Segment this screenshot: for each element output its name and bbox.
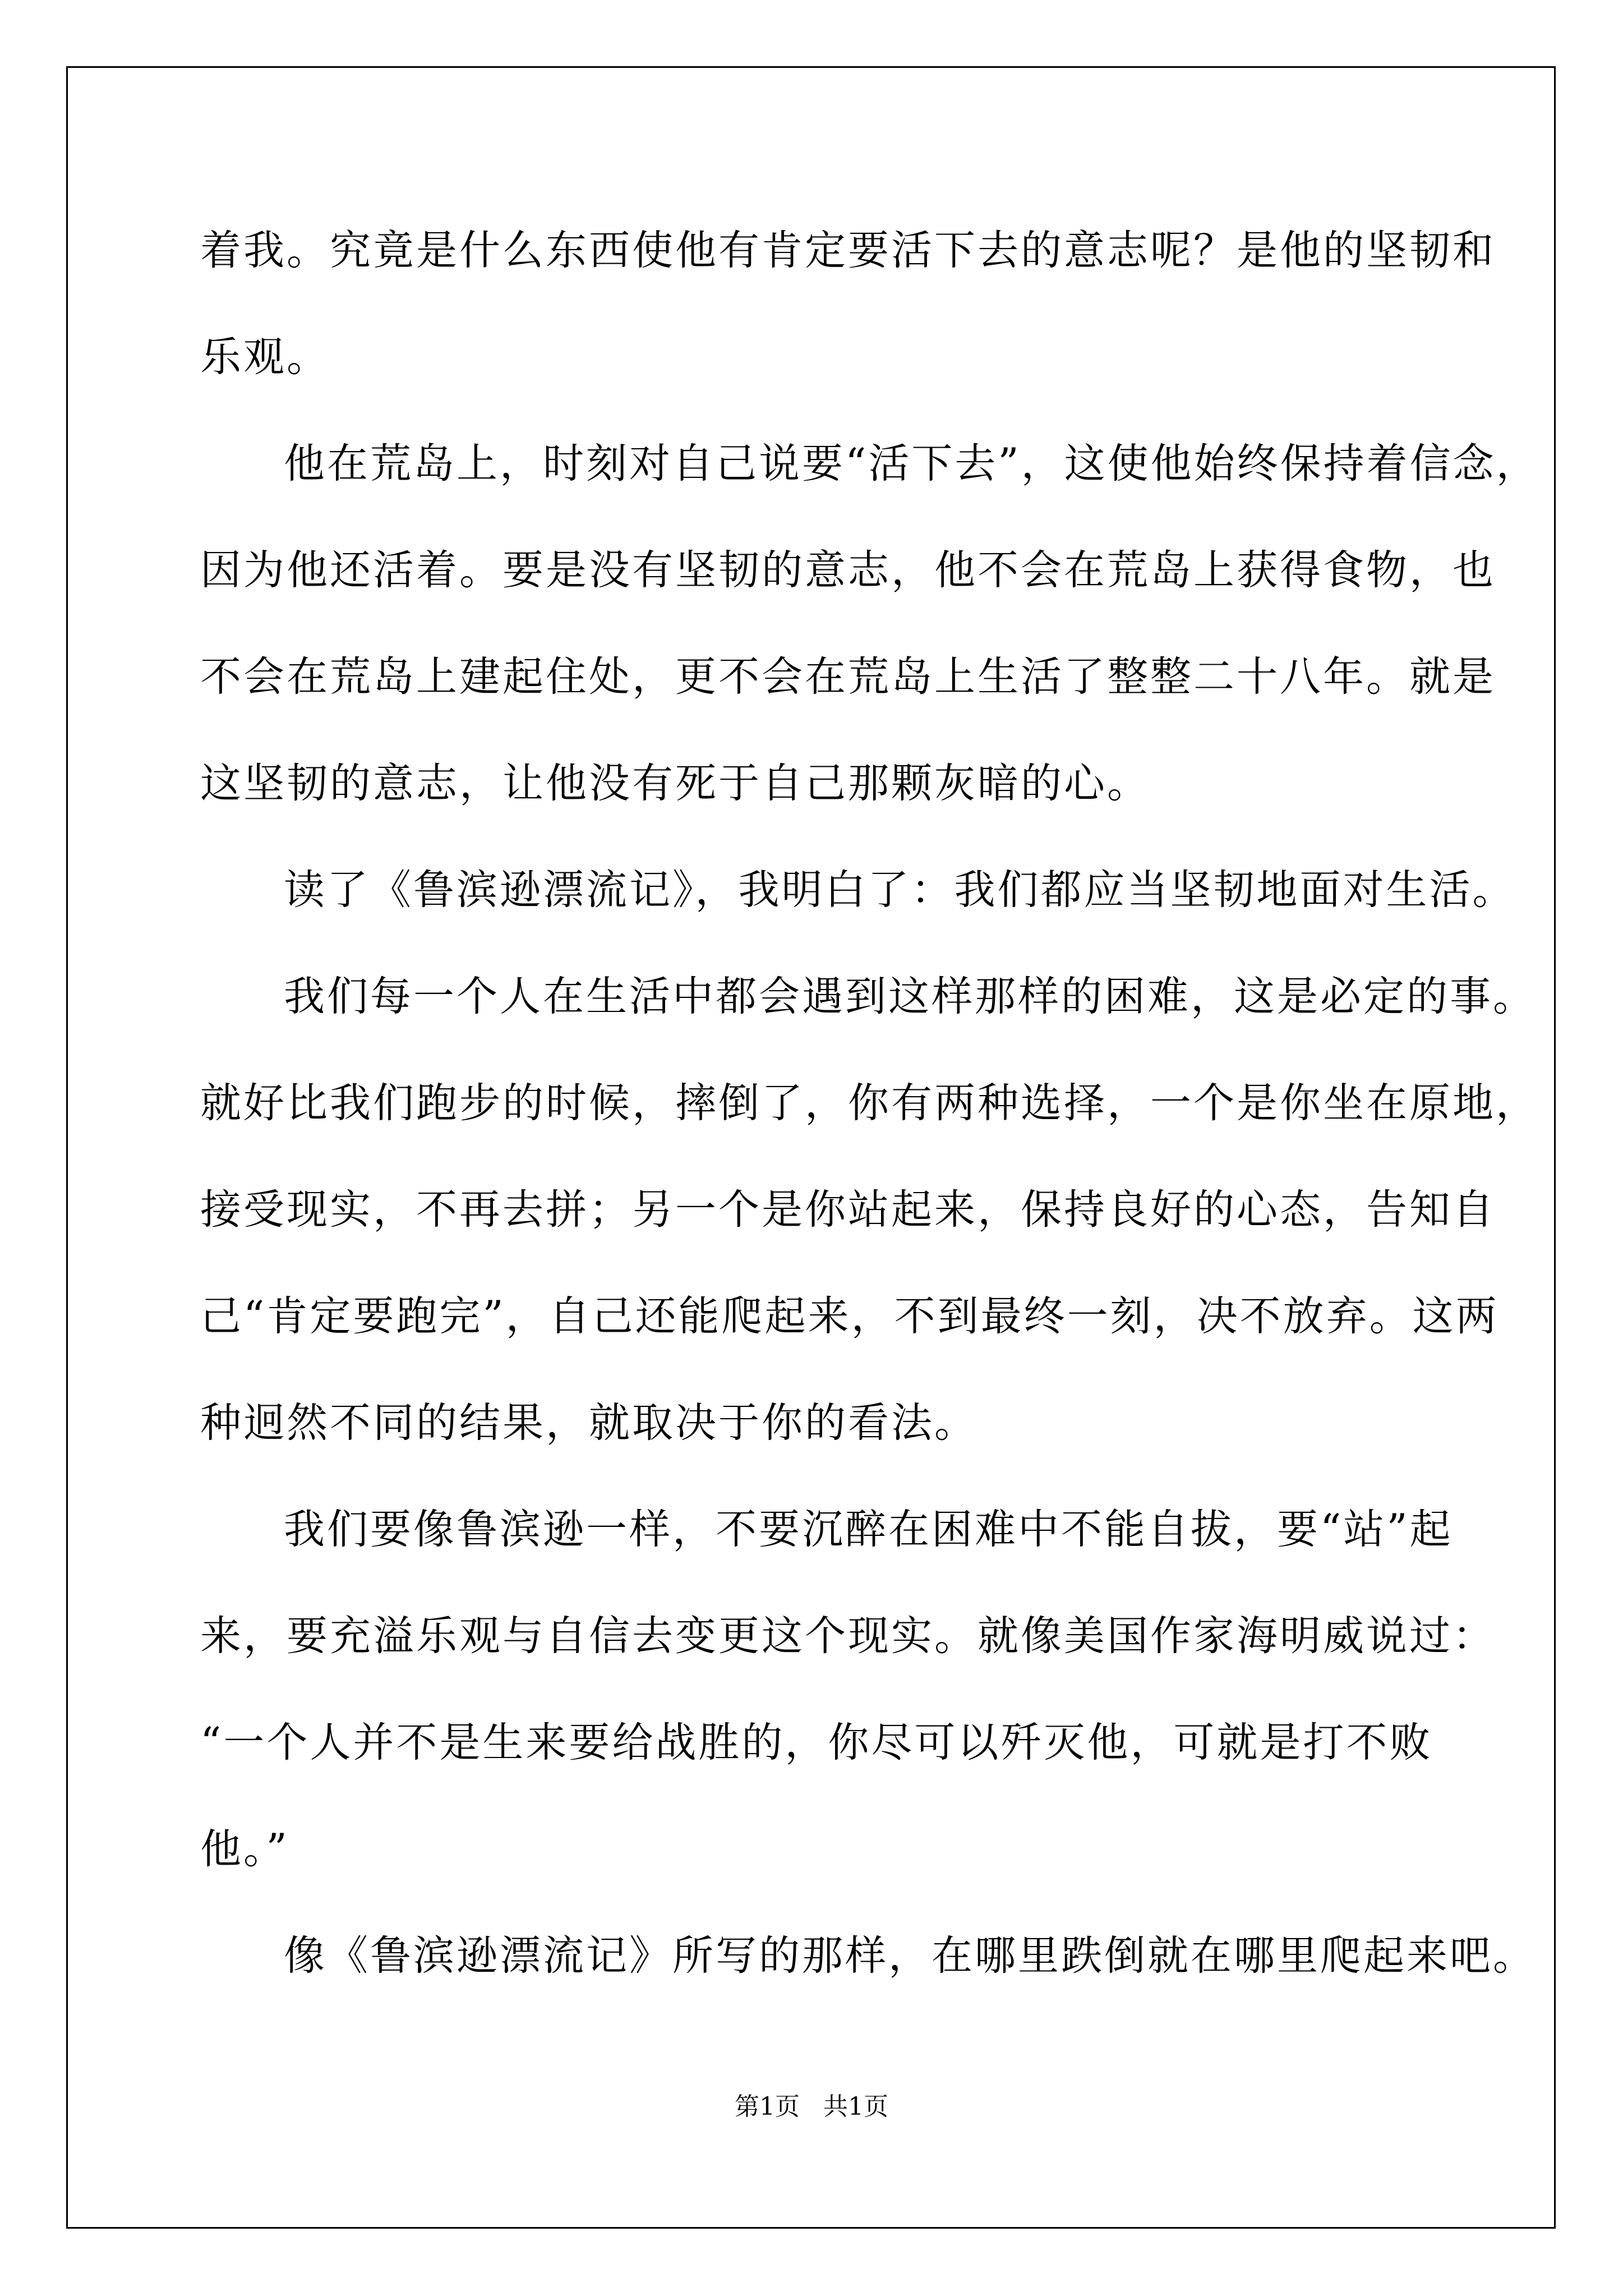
text-line: 读了《鲁滨逊漂流记》，我明白了：我们都应当坚韧地面对生活。 (284, 866, 1516, 914)
page-border (66, 66, 1556, 2229)
text-line: 就好比我们跑步的时候，摔倒了，你有两种选择，一个是你坐在原地， (200, 1079, 1539, 1127)
text-line: 接受现实，不再去拼；另一个是你站起来，保持良好的心态，告知自 (200, 1186, 1496, 1234)
text-line: 来，要充溢乐观与自信去变更这个现实。就像美国作家海明威说过： (200, 1612, 1496, 1660)
text-line: 像《鲁滨逊漂流记》所写的那样，在哪里跌倒就在哪里爬起来吧。 (284, 1932, 1536, 1980)
text-line: 种迥然不同的结果，就取决于你的看法。 (200, 1399, 978, 1447)
text-line: 我们要像鲁滨逊一样，不要沉醉在困难中不能自拔，要“站”起 (284, 1506, 1453, 1553)
text-line: 他在荒岛上，时刻对自己说要“活下去”，这使他始终保持着信念， (284, 440, 1539, 487)
text-line: 这坚韧的意志，让他没有死于自己那颗灰暗的心。 (200, 760, 1150, 807)
text-line: “一个人并不是生来要给战胜的，你尽可以歼灭他，可就是打不败 (200, 1719, 1433, 1766)
text-line: 因为他还活着。要是没有坚韧的意志，他不会在荒岛上获得食物，也 (200, 546, 1496, 594)
text-line: 乐观。 (200, 333, 330, 381)
page-number-footer: 第1页 共1页 (735, 2092, 888, 2121)
text-line: 不会在荒岛上建起住处，更不会在荒岛上生活了整整二十八年。就是 (200, 653, 1496, 701)
text-line: 他。” (200, 1825, 289, 1873)
text-line: 我们每一个人在生活中都会遇到这样那样的困难，这是必定的事。 (284, 973, 1536, 1020)
text-line: 己“肯定要跑完”，自己还能爬起来，不到最终一刻，决不放弃。这两 (200, 1292, 1499, 1340)
text-line: 着我。究竟是什么东西使他有肯定要活下去的意志呢？是他的坚韧和 (200, 227, 1496, 274)
